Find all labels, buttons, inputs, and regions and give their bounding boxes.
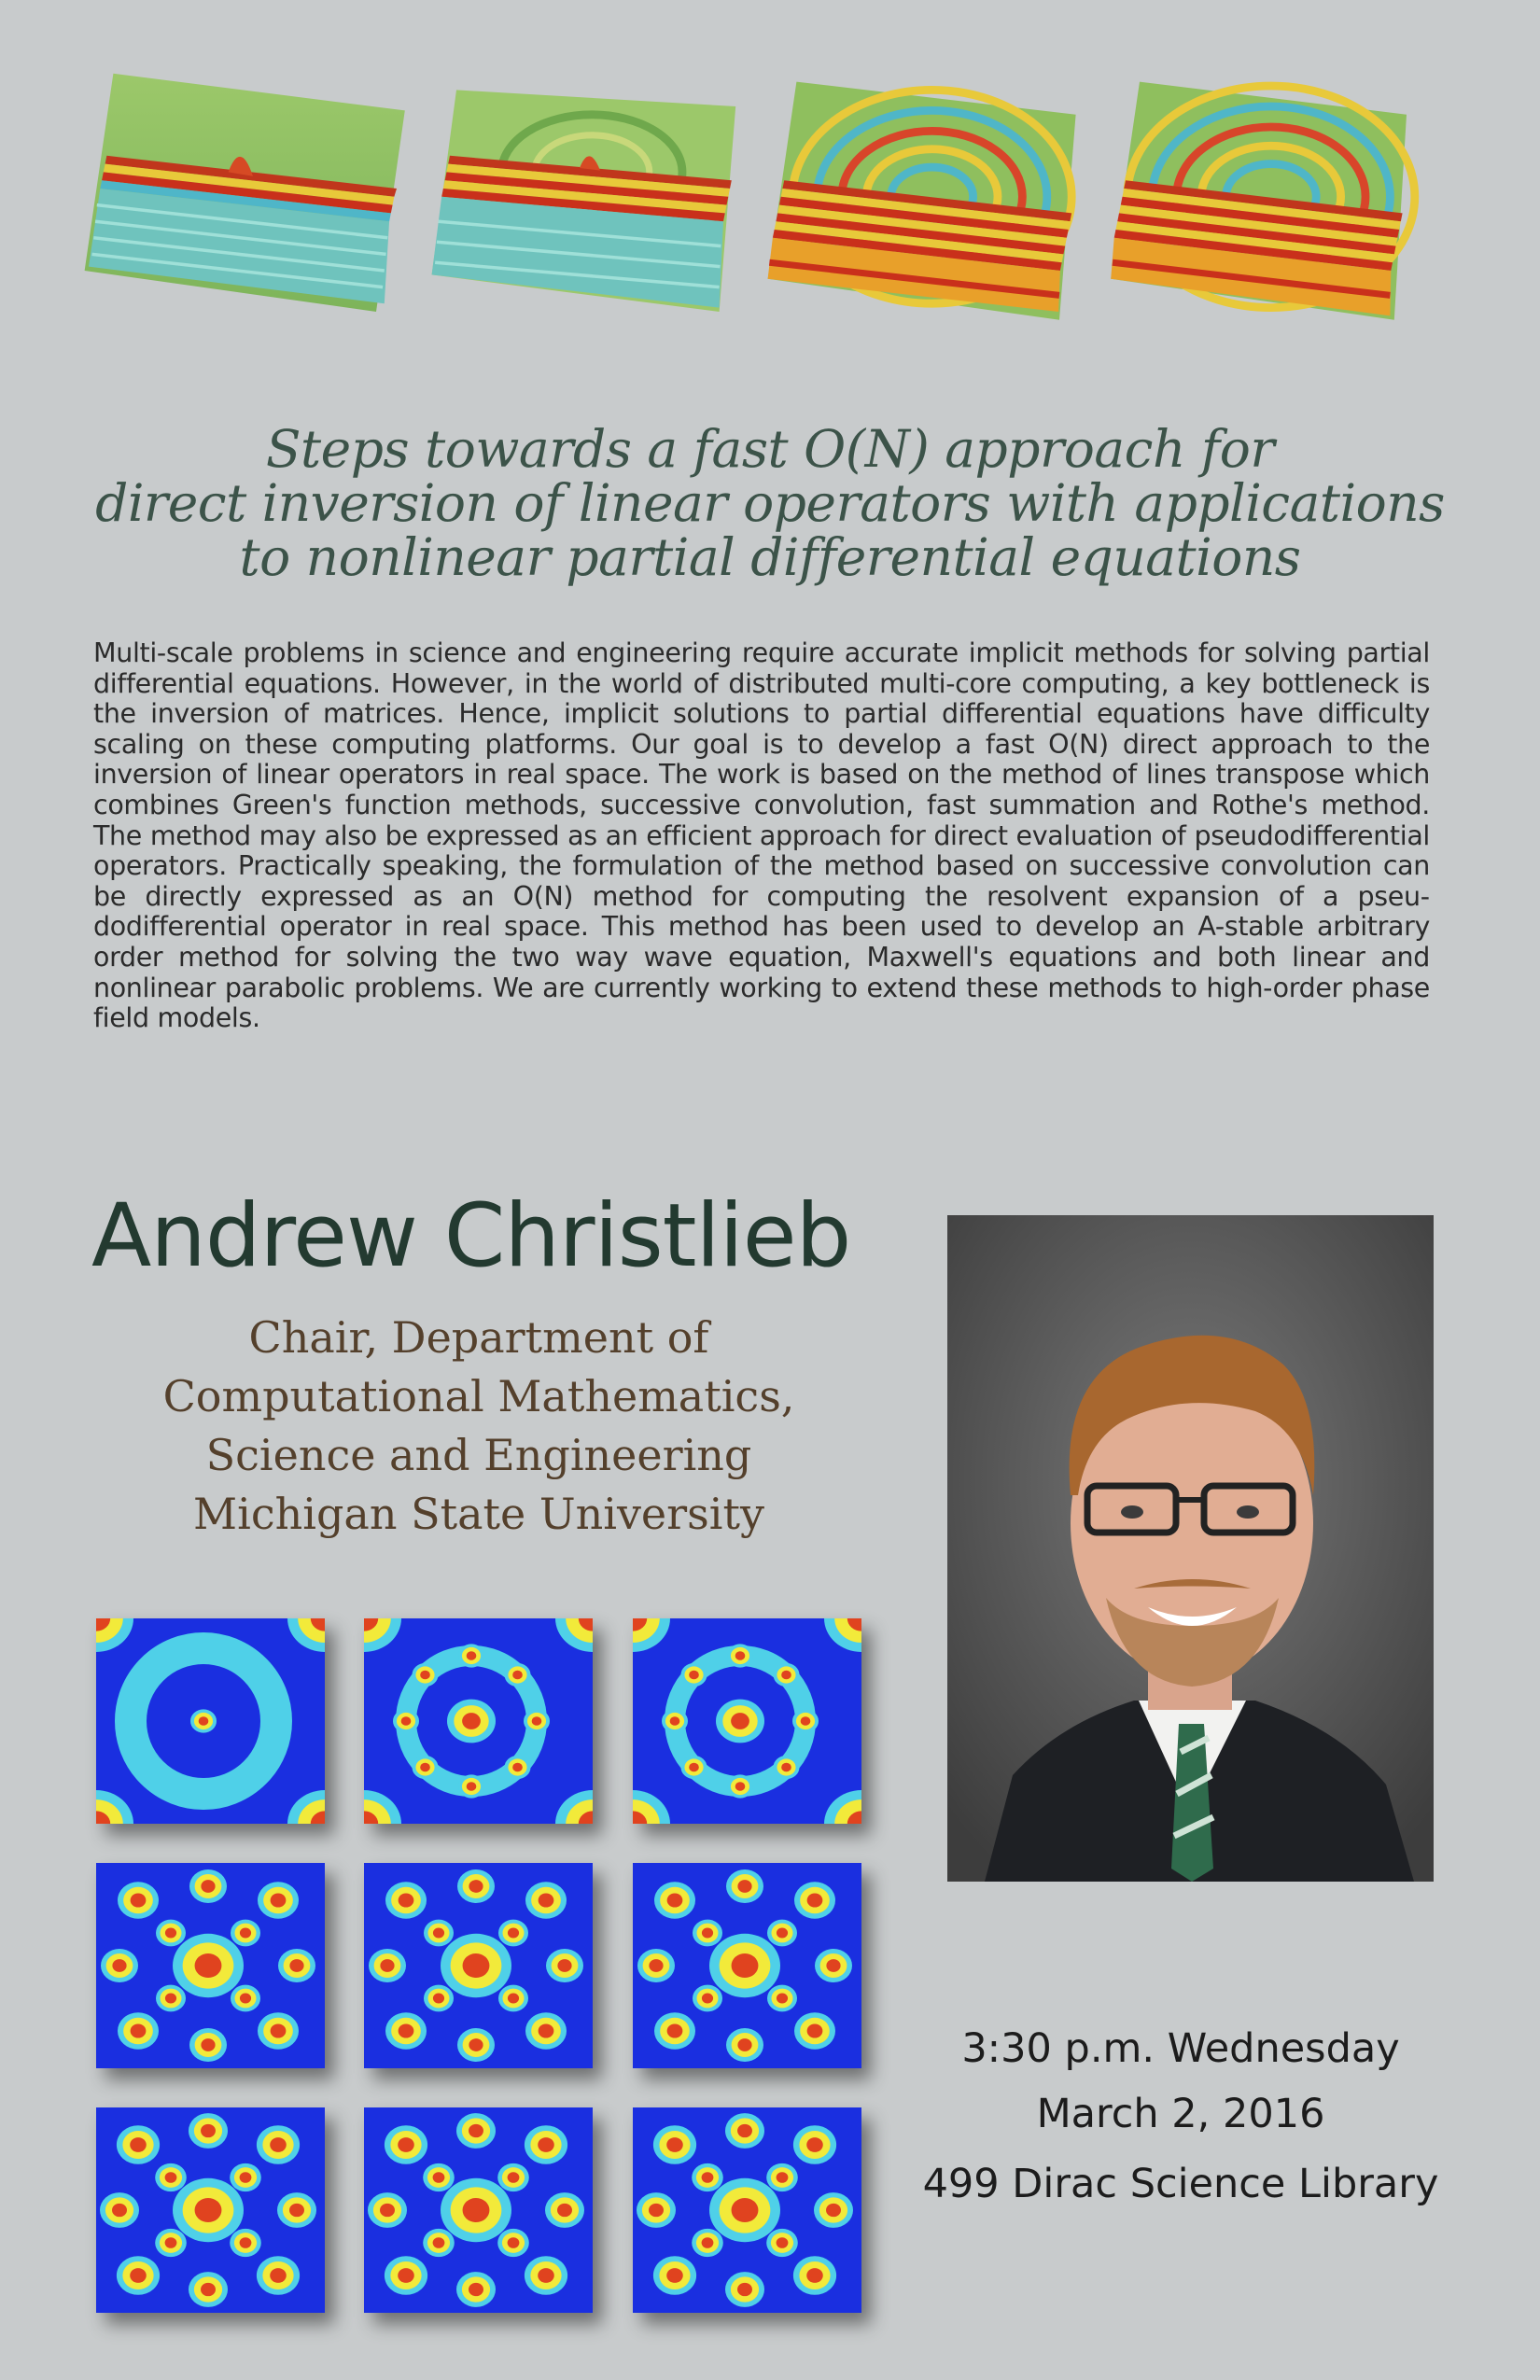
ring-spot-layer-2: [420, 1763, 430, 1772]
hex-spot-layer-2: [289, 2204, 304, 2217]
hex-spot-layer-2: [508, 2237, 520, 2247]
hex-spot-layer-2: [201, 2038, 215, 2051]
hex-spot-layer-2: [201, 2283, 216, 2296]
hex-spot-layer-2: [469, 2038, 483, 2051]
affiliation-line-3: Science and Engineering: [205, 1430, 752, 1480]
hex-spot-layer-2: [539, 1893, 554, 1907]
phase-field-tile: [96, 1863, 325, 2068]
wave-surface-2: [415, 65, 737, 364]
hex-spot-layer-2: [538, 2268, 554, 2283]
ring-spot-layer-2: [735, 1782, 746, 1791]
wave-surface-4-graphic: [1078, 65, 1400, 364]
hex-spot-layer-2: [433, 2172, 445, 2182]
wave-surface-4: [1078, 65, 1400, 364]
hex-spot-layer-2: [131, 2023, 147, 2037]
hex-spot-layer-2: [380, 1959, 394, 1972]
hex-spot-layer-2: [777, 1928, 788, 1939]
hex-spot-layer-2: [777, 2172, 789, 2182]
hex-spot-layer-2: [557, 1959, 571, 1972]
phase-field-tile: [364, 1863, 593, 2068]
hex-spot-layer-2: [271, 2023, 287, 2037]
ring-spot-layer-2: [512, 1763, 523, 1772]
hex-spot-layer-2: [732, 1953, 759, 1978]
hex-spot-layer-2: [165, 2237, 177, 2247]
hex-spot-layer-2: [463, 2198, 490, 2222]
title-line-2: direct inversion of linear operators with applications: [95, 473, 1445, 533]
event-location: 499 Dirac Science Library: [922, 2161, 1439, 2207]
hex-spot-layer-2: [538, 2137, 554, 2152]
ring-spot-layer-2: [801, 1716, 811, 1726]
hex-spot-layer-2: [271, 1893, 287, 1907]
hex-spot-layer-2: [666, 2137, 683, 2152]
hex-spot-layer-2: [398, 2137, 414, 2152]
hex-spot-layer-2: [508, 2172, 520, 2182]
hex-spot-layer-2: [557, 2204, 572, 2217]
phase-field-tile: [364, 1618, 593, 1824]
phase-field-graphic: [96, 1863, 325, 2068]
hex-spot-layer-2: [195, 1953, 222, 1978]
phase-field-graphic: [633, 1863, 861, 2068]
hex-spot-layer-2: [398, 2268, 414, 2283]
hex-spot-layer-2: [737, 2038, 751, 2051]
hex-spot-layer-2: [165, 1994, 176, 2004]
ring-spot-layer-2: [420, 1671, 430, 1680]
hex-spot-layer-2: [469, 2283, 483, 2296]
hex-spot-layer-2: [240, 1994, 251, 2004]
hex-spot-layer-2: [667, 2023, 683, 2037]
hex-spot-layer-2: [702, 2237, 714, 2247]
hex-spot-layer-2: [649, 2204, 664, 2217]
hex-spot-layer-2: [508, 1994, 519, 2004]
hex-spot-layer-2: [240, 2237, 252, 2247]
ring-spot-layer-2: [689, 1671, 699, 1680]
ring-spot-layer-2: [735, 1651, 746, 1660]
wave-surface-3: [751, 65, 1073, 364]
abstract-text: Multi-scale problems in science and engineering require accurate implicit methods for solving partial differential equations. However, in the world of distributed multi-core computing, a key bottleneck is the inversion of matrices. Hence, implicit solutions to partial differential equations have difficulty scaling on these computing platforms. Our goal is to develop a fast O(N) direct approach to the inversion of linear operators in real space. The work is based on the method of lines transpose which combines Green's function methods, successive convolution, fast summation and Rothe's method. The method may also be expressed as an efficient approach for direct evaluation of pseudodifferential operators. Practically speaking, the formulation of the method based on successive convolution can be directly expressed as an O(N) method for computing the resolvent expansion of a pseudodifferential operator in real space. This method has been used to develop an A-stable arbitrary order method for solving the two way wave equation, Maxwell's equations and both linear and nonlinear parabolic problems. We are currently working to extend these methods to high-order phase field models.: [93, 637, 1430, 1034]
hex-spot-layer-2: [433, 1994, 444, 2004]
hex-spot-layer-2: [469, 1880, 483, 1893]
hex-spot-layer-2: [399, 2023, 414, 2037]
center-spot-layer-2: [199, 1716, 209, 1726]
phase-field-graphic: [364, 1863, 593, 2068]
hex-spot-layer-2: [270, 2268, 287, 2283]
event-date: March 2, 2016: [1036, 2091, 1325, 2137]
hex-spot-layer-2: [508, 1928, 519, 1939]
hex-spot-layer-2: [806, 2268, 823, 2283]
ring-spot-layer-2: [401, 1716, 412, 1726]
phase-field-tile: [633, 1863, 861, 2068]
hex-spot-layer-2: [807, 1893, 823, 1907]
speaker-portrait-graphic: [947, 1215, 1434, 1882]
hex-spot-layer-2: [806, 2137, 823, 2152]
hex-spot-layer-2: [240, 1928, 251, 1939]
hex-spot-layer-2: [433, 1928, 444, 1939]
hex-spot-layer-2: [201, 1880, 215, 1893]
hex-spot-layer-2: [777, 2237, 789, 2247]
phase-field-tile: [96, 1618, 325, 1824]
hex-spot-layer-2: [270, 2137, 287, 2152]
hex-spot-layer-2: [826, 2204, 841, 2217]
hex-spot-layer-2: [165, 1928, 176, 1939]
hex-spot-layer-2: [777, 1994, 788, 2004]
wave-surface-2-graphic: [415, 65, 737, 364]
phase-field-graphic: [364, 2107, 593, 2313]
hex-spot-layer-2: [539, 2023, 554, 2037]
phase-field-tile: [364, 2107, 593, 2313]
title-line-1: Steps towards a fast O(N) approach for: [265, 419, 1275, 479]
phase-field-graphic: [633, 1618, 861, 1824]
hex-spot-layer-2: [130, 2137, 147, 2152]
ring-spot-layer-2: [781, 1671, 791, 1680]
wave-surface-1: [89, 65, 411, 364]
phase-field-graphic: [96, 1618, 325, 1824]
hex-spot-layer-2: [463, 1953, 490, 1978]
phase-field-tile: [96, 2107, 325, 2313]
phase-field-tile: [633, 1618, 861, 1824]
hex-spot-layer-2: [195, 2198, 222, 2222]
phase-field-tile: [633, 2107, 861, 2313]
hex-spot-layer-2: [702, 1994, 713, 2004]
event-time: 3:30 p.m. Wednesday: [961, 2025, 1400, 2072]
hex-spot-layer-2: [130, 2268, 147, 2283]
ring-spot-layer-2: [467, 1782, 477, 1791]
hex-spot-layer-2: [240, 2172, 252, 2182]
hex-spot-layer-2: [201, 2124, 216, 2137]
ring-spot-layer-2: [512, 1671, 523, 1680]
ring-spot-layer-2: [689, 1763, 699, 1772]
hex-spot-layer-2: [702, 1928, 713, 1939]
hex-spot-layer-2: [737, 2283, 752, 2296]
hex-spot-layer-2: [702, 2172, 714, 2182]
center-spot-layer-2: [462, 1713, 481, 1729]
phase-field-graphic: [364, 1618, 593, 1824]
hex-spot-layer-2: [737, 2124, 752, 2137]
speaker-photo: [947, 1215, 1434, 1882]
hex-spot-layer-2: [380, 2204, 395, 2217]
affiliation-line-2: Computational Mathematics,: [162, 1371, 795, 1421]
hex-spot-layer-2: [649, 1959, 663, 1972]
hex-spot-layer-2: [131, 1893, 147, 1907]
hex-spot-layer-2: [433, 2237, 445, 2247]
title-line-3: to nonlinear partial differential equations: [239, 527, 1301, 587]
ring-spot-layer-2: [670, 1716, 680, 1726]
ring-spot-layer-2: [467, 1651, 477, 1660]
ring-spot-layer-2: [532, 1716, 542, 1726]
hex-spot-layer-2: [289, 1959, 303, 1972]
hex-spot-layer-2: [737, 1880, 751, 1893]
speaker-name: Andrew Christlieb: [91, 1185, 851, 1287]
phase-field-graphic: [633, 2107, 861, 2313]
hex-spot-layer-2: [807, 2023, 823, 2037]
affiliation-line-1: Chair, Department of: [248, 1312, 709, 1363]
center-spot-layer-2: [731, 1713, 749, 1729]
hex-spot-layer-2: [112, 1959, 126, 1972]
phase-field-graphic: [96, 2107, 325, 2313]
wave-surface-1-graphic: [89, 65, 411, 364]
speaker-affiliation: [119, 1309, 838, 1544]
hex-spot-layer-2: [165, 2172, 177, 2182]
hex-spot-layer-2: [399, 1893, 414, 1907]
hex-spot-layer-2: [469, 2124, 483, 2137]
affiliation-line-4: Michigan State University: [193, 1489, 764, 1539]
hex-spot-layer-2: [112, 2204, 127, 2217]
hex-spot-layer-2: [826, 1959, 840, 1972]
wave-surface-3-graphic: [751, 65, 1073, 364]
hex-spot-layer-2: [667, 1893, 683, 1907]
ring-spot-layer-2: [781, 1763, 791, 1772]
hex-spot-layer-2: [732, 2198, 759, 2222]
hex-spot-layer-2: [666, 2268, 683, 2283]
talk-title: [0, 419, 1540, 587]
